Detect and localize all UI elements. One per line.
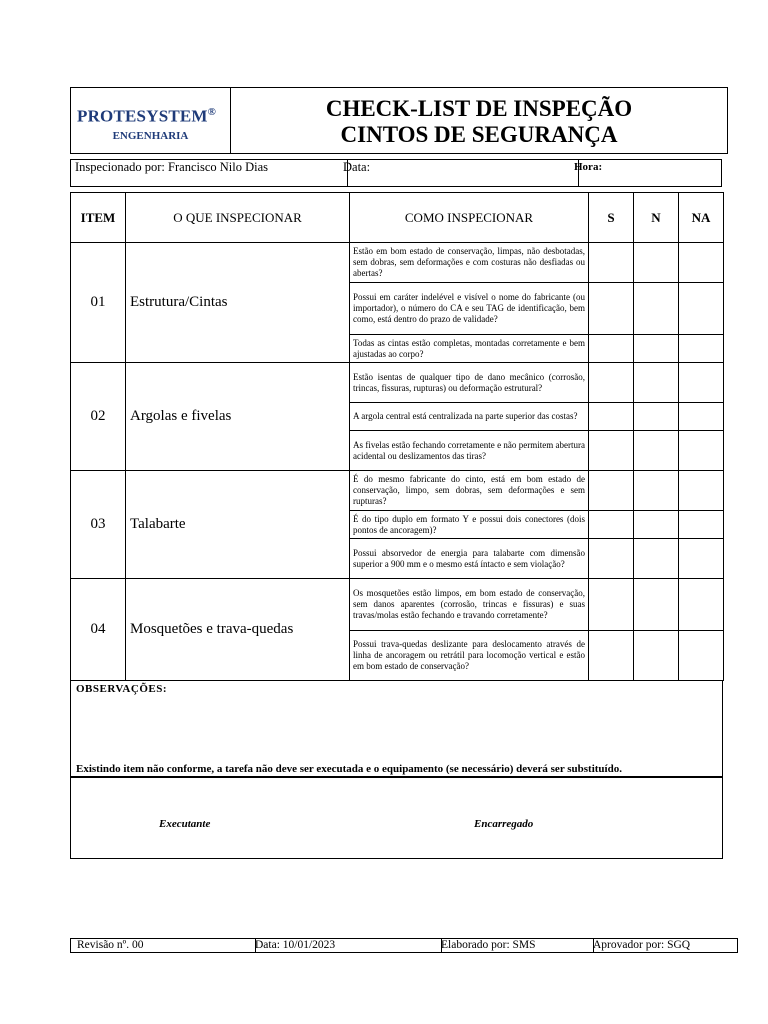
company-logo [71,88,231,153]
check-n-cell[interactable] [634,539,679,579]
check-description: Possui absorvedor de energia para talabarte com dimensão superior a 900 mm e o mesmo está íntacto e sem violação? [350,539,589,579]
check-na-cell[interactable] [679,631,724,681]
table-row [71,579,724,631]
check-description: A argola central está centralizada na parte superior das costas? [350,403,589,431]
check-na-cell[interactable] [679,471,724,511]
prepared-by: Elaborado por: SMS [435,939,594,952]
revision-number: Revisão nº. 00 [71,939,256,952]
col-header-item: ITEM [71,193,126,243]
col-header-s: S [589,193,634,243]
checklist-table [70,192,724,681]
item-name: Argolas e fivelas [126,363,350,471]
table-row [71,243,724,283]
check-description: As fivelas estão fechando corretamente e não permitem abertura acidental ou deslizamentos das tiras? [350,431,589,471]
check-s-cell[interactable] [589,511,634,539]
item-number: 04 [71,579,126,681]
check-description: Estão isentas de qualquer tipo de dano mecânico (corrosão, trincas, fissuras, rupturas) ou deformação estrutural? [350,363,589,403]
document-header [70,87,728,154]
table-row [71,363,724,403]
check-n-cell[interactable] [634,431,679,471]
check-na-cell[interactable] [679,403,724,431]
item-number: 01 [71,243,126,363]
check-s-cell[interactable] [589,471,634,511]
time-field[interactable]: Hora: [574,161,603,173]
logo-main-text: PROTESYSTEM [77,106,208,126]
signature-box [70,777,723,859]
check-description: É do mesmo fabricante do cinto, está em bom estado de conservação, limpo, sem dobras, sem deformações e sem rupturas? [350,471,589,511]
check-n-cell[interactable] [634,511,679,539]
logo-subtitle: ENGENHARIA [112,130,189,142]
check-na-cell[interactable] [679,363,724,403]
check-description: Estão em bom estado de conservação, limpas, não desbotadas, sem dobras, sem deformações e com costuras não desfiadas ou abertas? [350,243,589,283]
table-row [71,471,724,511]
check-n-cell[interactable] [634,335,679,363]
check-n-cell[interactable] [634,579,679,631]
registered-mark: ® [207,106,217,118]
item-name: Estrutura/Cintas [126,243,350,363]
check-n-cell[interactable] [634,243,679,283]
check-na-cell[interactable] [679,243,724,283]
title-line-1: CHECK-LIST DE INSPEÇÃO [325,96,633,121]
check-s-cell[interactable] [589,431,634,471]
check-s-cell[interactable] [589,243,634,283]
table-header-row [71,193,724,243]
col-header-how: COMO INSPECIONAR [350,193,589,243]
col-header-na: NA [679,193,724,243]
check-s-cell[interactable] [589,363,634,403]
check-description: Todas as cintas estão completas, montadas corretamente e bem ajustadas ao corpo? [350,335,589,363]
check-s-cell[interactable] [589,579,634,631]
document-title [231,88,727,153]
inspector-field[interactable]: Inspecionado por: Francisco Nilo Dias [71,160,348,186]
check-description: Possui em caráter indelével e visível o nome do fabricante (ou importador), o número do CA e seu TAG de identificação, bem como, está dentro do prazo de validade? [350,283,589,335]
col-header-what: O QUE INSPECIONAR [126,193,350,243]
check-na-cell[interactable] [679,431,724,471]
title-line-2: CINTOS DE SEGURANÇA [340,122,618,147]
item-name: Talabarte [126,471,350,579]
check-s-cell[interactable] [589,283,634,335]
check-n-cell[interactable] [634,363,679,403]
check-n-cell[interactable] [634,283,679,335]
inspection-info-row [70,159,722,187]
item-number: 02 [71,363,126,471]
col-header-n: N [634,193,679,243]
check-description: É do tipo duplo em formato Y e possui dois conectores (dois pontos de ancoragem)? [350,511,589,539]
check-s-cell[interactable] [589,539,634,579]
check-n-cell[interactable] [634,403,679,431]
item-name: Mosquetões e trava-quedas [126,579,350,681]
date-field[interactable]: Data: [339,160,579,186]
check-na-cell[interactable] [679,539,724,579]
check-s-cell[interactable] [589,631,634,681]
check-description: Os mosquetões estão limpos, em bom estado de conservação, sem danos aparentes (corrosão, trincas e fissuras) e suas travas/molas estão fechando e travando corretamente? [350,579,589,631]
item-number: 03 [71,471,126,579]
approved-by: Aprovador por: SGQ [593,939,691,951]
check-n-cell[interactable] [634,631,679,681]
check-na-cell[interactable] [679,335,724,363]
executor-signature-label: Executante [159,818,211,830]
supervisor-signature-label: Encarregado [474,818,534,830]
check-na-cell[interactable] [679,579,724,631]
observations-label: OBSERVAÇÕES: [76,683,167,695]
nonconformity-warning: Existindo item não conforme, a tarefa não deve ser executada e o equipamento (se necessário) deverá ser substituído. [76,763,622,775]
check-s-cell[interactable] [589,335,634,363]
check-n-cell[interactable] [634,471,679,511]
revision-date: Data: 10/01/2023 [249,939,442,952]
check-description: Possui trava-quedas deslizante para deslocamento através de linha de ancoragem ou retrátil para locomoção vertical e estão em bom estado de conservação? [350,631,589,681]
check-na-cell[interactable] [679,283,724,335]
document-footer [70,938,738,953]
check-s-cell[interactable] [589,403,634,431]
check-na-cell[interactable] [679,511,724,539]
observations-box[interactable] [70,680,723,777]
